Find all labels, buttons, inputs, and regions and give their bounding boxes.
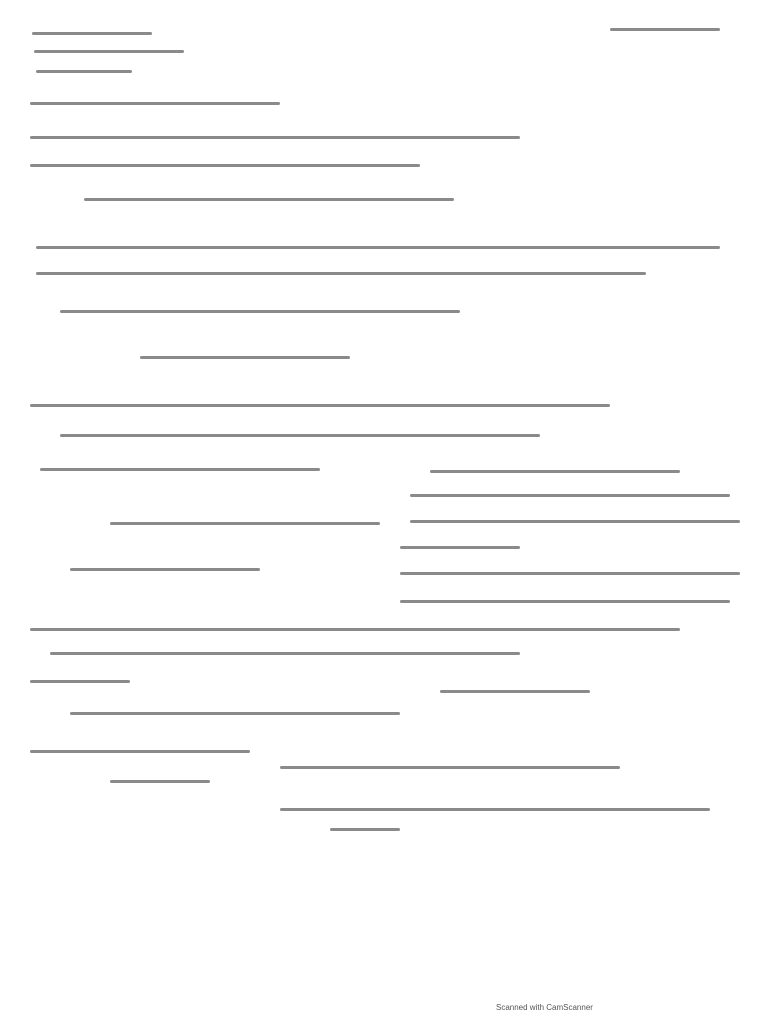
- scanner-watermark: Scanned with CamScanner: [496, 1003, 593, 1012]
